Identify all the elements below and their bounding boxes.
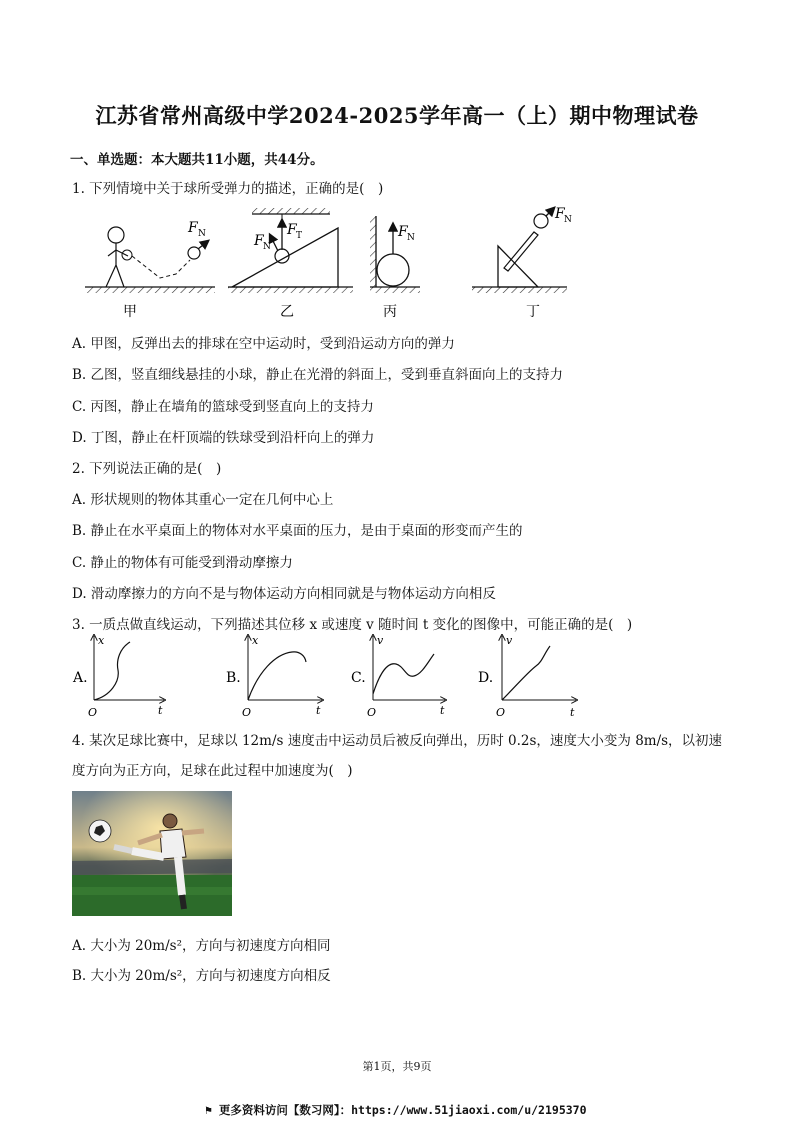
promo-link[interactable]	[205, 1102, 587, 1118]
q1-option-a: A. 甲图，反弹出去的排球在空中运动时，受到沿运动方向的弹力	[72, 336, 455, 352]
graph-a-ylabel: x	[98, 634, 105, 647]
q4-option-b: B. 大小为 20m/s²，方向与初速度方向相反	[72, 968, 331, 984]
q2-option-a: A. 形状规则的物体其重心一定在几何中心上	[72, 492, 334, 508]
q1-option-b: B. 乙图，竖直细线悬挂的小球，静止在光滑的斜面上，受到垂直斜面向上的支持力	[72, 367, 564, 383]
q4-stem: 4. 某次足球比赛中，足球以 12m/s 速度击中运动员后被反向弹出，历时 0.2s，速度大小变为 8m/s，以初速度方向为正方向，足球在此过程中加速度为( )	[72, 733, 723, 779]
graph-c-option: C.	[351, 670, 366, 686]
fn-sub-ding: N	[564, 215, 572, 225]
fn-label-ding: F	[555, 206, 565, 222]
q2-option-d: D. 滑动摩擦力的方向不是与物体运动方向相同就是与物体运动方向相反	[72, 586, 496, 602]
graph-b-xlabel: t	[316, 704, 321, 717]
graph-a-xlabel: t	[158, 704, 163, 717]
fn-sub-bing: N	[407, 233, 415, 243]
caption-ding: 丁	[526, 304, 540, 320]
graph-d-xlabel: t	[570, 706, 575, 719]
graph-c-origin: O	[367, 706, 377, 719]
graph-b-origin: O	[242, 706, 252, 719]
graph-d-ylabel: v	[506, 634, 513, 647]
fn-label-yi: F	[254, 233, 264, 249]
fn-label-bing: F	[398, 224, 408, 240]
figure-bing	[370, 216, 420, 293]
q1-option-d: D. 丁图，静止在杆顶端的铁球受到沿杆向上的弹力	[72, 430, 375, 446]
graph-a-option: A.	[73, 670, 88, 686]
fn-label-jia: F	[188, 220, 198, 236]
figure-ding	[472, 206, 572, 293]
q4-option-a: A. 大小为 20m/s²，方向与初速度方向相同	[72, 938, 331, 954]
caption-yi: 乙	[280, 304, 294, 320]
graph-c	[351, 634, 445, 719]
caption-bing: 丙	[383, 304, 397, 320]
caption-jia: 甲	[123, 304, 137, 320]
graph-c-xlabel: t	[440, 704, 445, 717]
graph-a	[72, 634, 164, 719]
graph-d	[478, 634, 576, 719]
q2-option-b: B. 静止在水平桌面上的物体对水平桌面的压力，是由于桌面的形变而产生的	[72, 523, 523, 539]
q1-stem: 1. 下列情境中关于球所受弹力的描述，正确的是( )	[72, 181, 384, 197]
q3-stem: 3. 一质点做直线运动，下列描述其位移 x 或速度 v 随时间 t 变化的图像中，可能正确的是( )	[72, 617, 633, 633]
figure-jia	[85, 220, 215, 293]
ft-label-yi: F	[287, 222, 297, 238]
q1-option-c: C. 丙图，静止在墙角的篮球受到竖直向上的支持力	[72, 399, 374, 415]
q2-stem: 2. 下列说法正确的是( )	[72, 461, 222, 477]
q1-figures	[80, 198, 572, 326]
q2-option-c: C. 静止的物体有可能受到滑动摩擦力	[72, 555, 293, 571]
graph-c-ylabel: v	[377, 634, 384, 647]
figure-yi	[228, 208, 353, 293]
graph-b-option: B.	[226, 670, 241, 686]
q3-graphs	[70, 632, 590, 722]
graph-a-origin: O	[88, 706, 98, 719]
promo-text: 更多资料访问【数习网】：https://www.51jiaoxi.com/u/2195370	[218, 1103, 587, 1117]
graph-d-origin: O	[496, 706, 506, 719]
section-heading: 一、单选题：本大题共11小题，共44分。	[70, 152, 324, 168]
graph-d-option: D.	[478, 670, 494, 686]
graph-b	[226, 634, 322, 719]
page-title: 江苏省常州高级中学2024-2025学年高一（上）期中物理试卷	[95, 103, 699, 128]
graph-b-ylabel: x	[252, 634, 259, 647]
soccer-photo	[72, 791, 232, 916]
ft-sub-yi: T	[296, 231, 303, 241]
fn-sub-jia: N	[198, 229, 206, 239]
fn-sub-yi: N	[263, 242, 271, 252]
page-footer: 第1页，共9页	[362, 1060, 432, 1073]
flag-icon: ⚑	[205, 1103, 219, 1117]
